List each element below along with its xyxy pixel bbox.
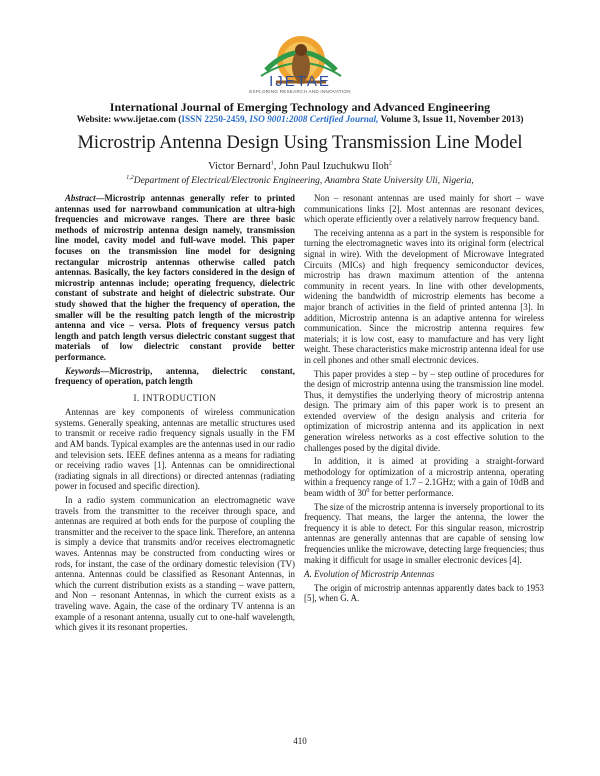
volume-text: Volume 3, Issue 11, November 2013) [378,115,524,125]
intro-paragraph-1: Antennas are key components of wireless communication systems. Generally speaking, antennas are metallic structures used to transmit or receive radio frequency signals usually in the FM and AM bands. Typical examples are the antennas used in our radio and television sets. IEEE defines antenna as a means for radiating or receiving radio waves [1]. Antennas can be omnidirectional (radiating signals in all directions) or directed antennas (radiating power in focused and specific direction). [55,407,295,492]
author-2-sup: 2 [388,160,392,167]
logo-tagline: EXPLORING RESEARCH AND INNOVATION [249,89,351,94]
logo-wordmark: IJETAE [269,73,331,90]
degree-sup: 0 [366,488,370,495]
iso-text: ISO 9001:2008 Certified Journal, [249,115,379,125]
p4-text-a: In addition, it is aimed at providing a straight-forward methodology for optimization of a microstrip antenna, operating within a frequency range of 1.7 – 2.1GHz; with a gain of 10dB and beam width of 30 [304,456,544,499]
abstract-lead: Abstract [65,193,96,203]
website-prefix: Website: www.ijetae.com ( [76,115,182,125]
right-paragraph-2: The receiving antenna as a part in the system is responsible for turning the electromagnetic waves into its original form (electrical signal in wire). With the development of Microwave Integrated Circuits (MICs) and high frequency semiconductor devices, microstrip has drawn maximum attention of the antenna community in recent years. In line with other developments, widening the bandwidth of microstrip elements has become a major branch of activities in the field of printed antenna [3]. In addition, Microstrip antenna is an adaptive antenna for wireless communication. Since the microstrip antenna requires few materials; it is low cost, easy to manufacture and has very light weight. These characteristics make microstrip antenna ideal for use in cell phones and other small electronic devices. [304,227,544,365]
journal-name: International Journal of Emerging Technology and Advanced Engineering [109,100,491,114]
paper-affiliation [0,176,600,186]
journal-website-line [0,115,600,125]
affiliation-sup: 1,2 [126,174,134,181]
issn-text: ISSN 2250-2459, [181,115,250,125]
subsection-heading-evolution: A. Evolution of Microstrip Antennas [304,569,435,580]
author-1: Victor Bernard [208,161,271,172]
paper-title: Microstrip Antenna Design Using Transmission Line Model [77,133,523,153]
left-column [55,193,295,636]
paper-authors [0,161,600,172]
section-heading-introduction: I. INTRODUCTION [133,392,217,403]
right-paragraph-6: The origin of microstrip antennas apparently dates back to 1953 [5], when G. A. [304,582,544,604]
right-paragraph-1: Non – resonant antennas are used mainly for short – wave communications links [2]. Most antennas are resonant devices, which operate efficiently over a relatively narrow frequency band. [304,193,544,225]
intro-paragraph-2: In a radio system communication an electromagnetic wave travels from the transmitter to the receiver through space, and antennas are required at both ends for the purpose of coupling the transmitter and the receiver to the space link. Therefore, an antenna is simply a device that transmits and/or receives electromagnetic waves. Antennas may be constructed from conducting wires or rods, for instant, the case of the ordinary domestic television (TV) antenna. Antennas could be classified as Resonant Antennas, in which the current distribution exists as a standing – wave pattern, and Non – resonant Antennas, in which the current exists as a traveling wave. Again, the case of the ordinary TV antenna is an example of a resonant antenna, usually cut to one-half wavelength, which gives it its resonant properties. [55,495,295,633]
p4-text-b: for better performance. [369,488,454,499]
right-paragraph-3: This paper provides a step – by – step outline of procedures for the design of microstrip antenna using the transmission line model. Thus, it demystifies the underlying theory of microstrip antenna design. The primary aim of this paper work is to present an extended overview of the design analysis and criteria for optimization of microstrip antenna and its application in next generation wireless networks as a cost effective solution to the challenges posed by the digital divide. [304,368,544,453]
affiliation-text: Department of Electrical/Electronic Engineering, Anambra State University Uli, Nigeria, [133,176,474,186]
abstract-text: —Microstrip antennas generally refer to printed antennas used for narrowband communication at ultra-high frequencies and microwave ranges. There are three basic methods of microstrip antenna design namely, transmission line model, cavity model and full-wave model. This paper focuses on the transmission line model for designing rectangular microstrip antennas otherwise called patch antennas. Basically, the key factors considered in the design of microstrip antennas include; operating frequency, dielectric constant of substrate and height of dielectric substrate. Our study showed that the higher the frequency of operation, the smaller will be the resulting patch length of the microstrip antenna and vice – versa. Plots of frequency versus patch length and patch length versus dielectric constant suggest that materials of low dielectric constant provide better performance. [55,193,295,362]
author-1-sup: 1 [270,160,274,167]
keywords-lead: Keywords [65,365,101,376]
right-paragraph-4 [304,456,544,498]
abstract [55,193,295,363]
right-paragraph-5: The size of the microstrip antenna is inversely proportional to its frequency. That means, the larger the antenna, the lower the frequency it is able to detect. For this singular reason, microstrip antennas are generally antennas that are capable of sensing low frequencies unlike the microwave, detecting large frequencies; thus making it difficult for usage in smaller electronic devices [4]. [304,501,544,565]
right-column [304,193,544,607]
keywords [55,366,295,387]
author-separator: , John Paul Izuchukwu Iloh [273,161,389,172]
page-number: 410 [293,736,307,746]
keywords-text: —Microstrip, antenna, dielectric constant, frequency of operation, patch length [55,365,295,387]
